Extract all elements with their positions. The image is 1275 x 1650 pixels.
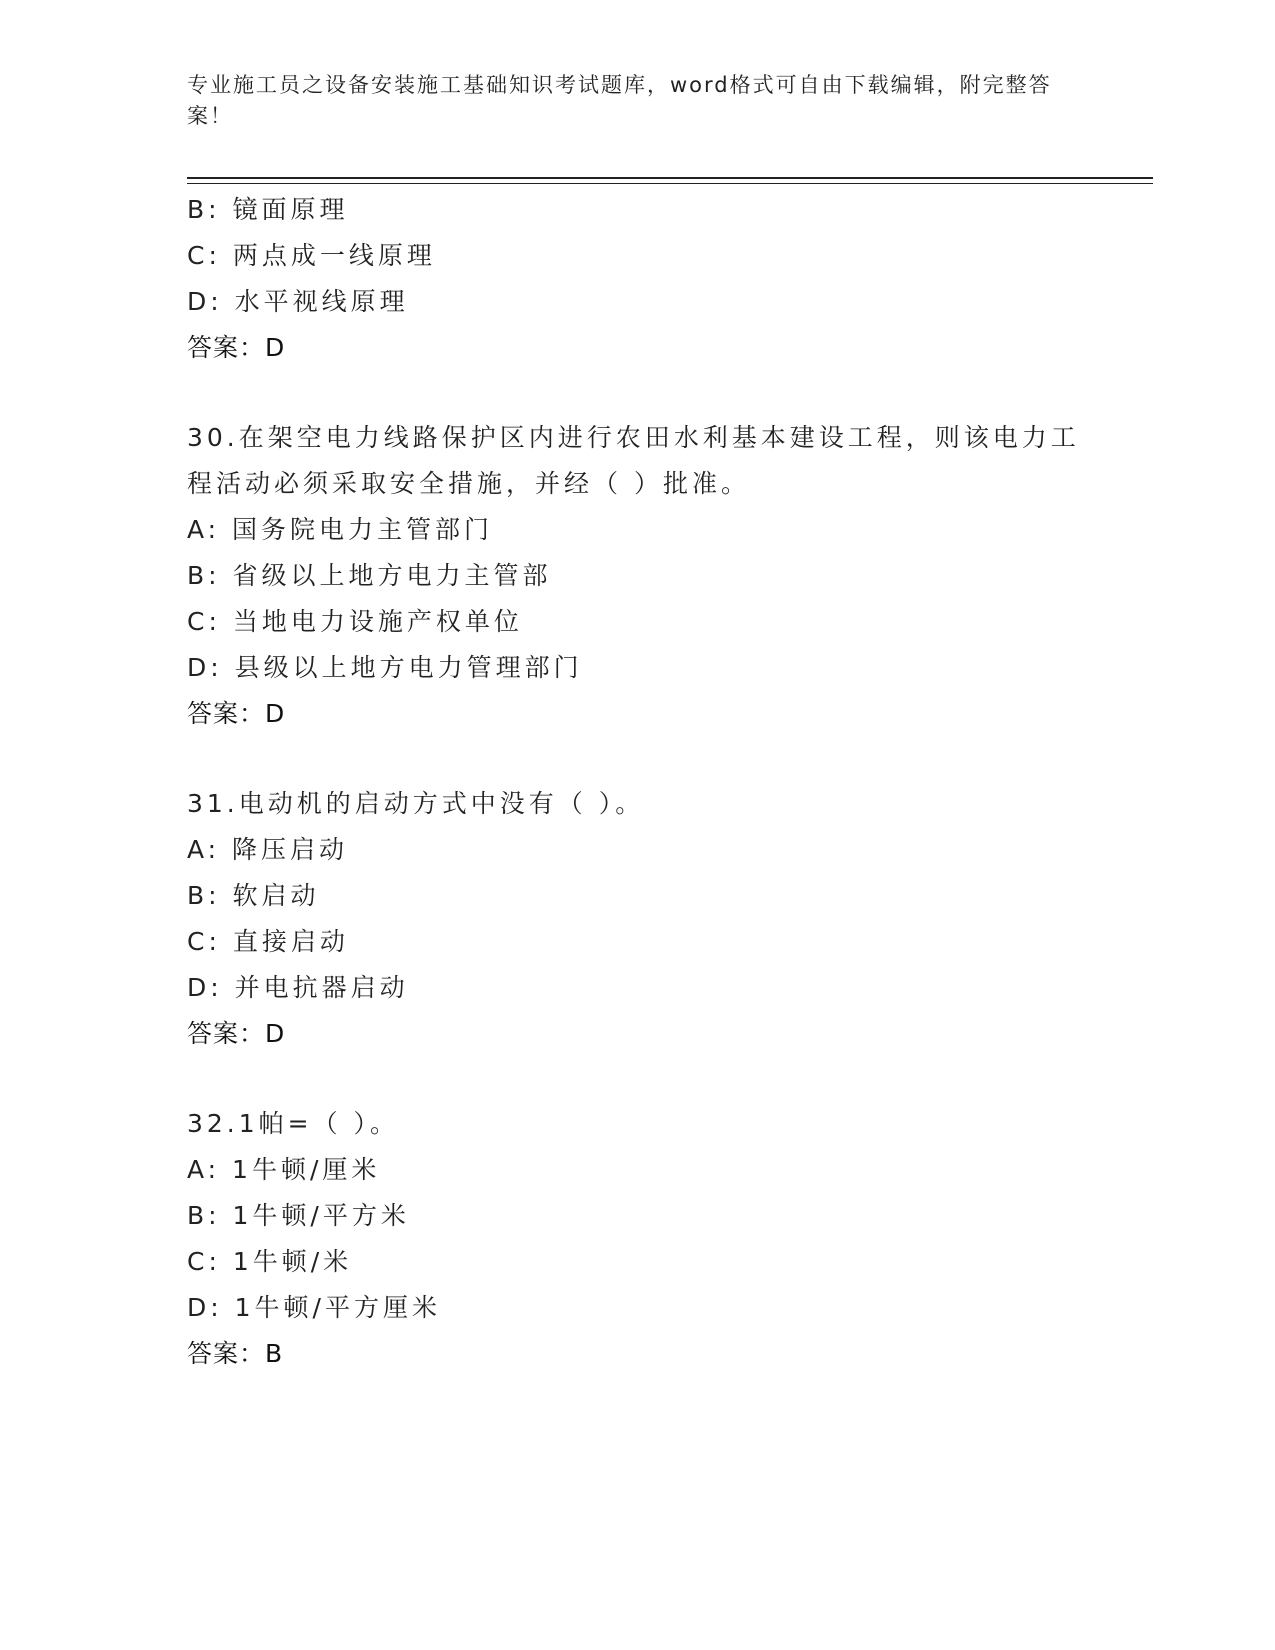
option-d [187,965,1087,1011]
option-text: 县级以上地方电力管理部门 [234,653,583,682]
question-29-continued [187,187,1087,371]
option-text: 当地电力设施产权单位 [232,607,523,636]
option-text: 降压启动 [232,835,349,864]
option-letter: D: [187,973,223,1002]
option-c [187,233,1087,279]
question-30 [187,415,1087,737]
spacer [187,371,1087,415]
option-letter: B: [187,1201,221,1230]
option-b [187,873,1087,919]
option-text: 1牛顿/厘米 [232,1155,381,1184]
option-letter: D: [187,287,223,316]
question-32 [187,1101,1087,1377]
question-stem: 31.电动机的启动方式中没有（ ）。 [187,789,645,818]
option-text: 并电抗器启动 [234,973,409,1002]
option-letter: B: [187,561,221,590]
option-letter: B: [187,881,221,910]
option-c [187,599,1087,645]
header-divider-thin [187,183,1153,184]
option-text: 镜面原理 [232,195,349,224]
spacer [187,1057,1087,1101]
option-d [187,1285,1087,1331]
question-list [187,187,1087,1377]
answer-line: 答案：B [187,1339,284,1368]
option-letter: C: [187,241,221,270]
option-text: 两点成一线原理 [232,241,436,270]
option-text: 水平视线原理 [234,287,409,316]
answer-line: 答案：D [187,1019,286,1048]
option-b [187,553,1087,599]
option-a [187,507,1087,553]
option-b [187,1193,1087,1239]
option-text: 国务院电力主管部门 [232,515,494,544]
answer-line: 答案：D [187,699,286,728]
option-letter: A: [187,515,221,544]
option-b [187,187,1087,233]
option-c [187,919,1087,965]
option-text: 1牛顿/平方厘米 [234,1293,441,1322]
option-text: 1牛顿/米 [232,1247,353,1276]
option-letter: C: [187,607,221,636]
option-letter: C: [187,1247,221,1276]
question-stem: 30.在架空电力线路保护区内进行农田水利基本建设工程，则该电力工 [187,423,1080,452]
question-stem: 程活动必须采取安全措施，并经（ ）批准。 [187,469,750,498]
option-d [187,645,1087,691]
option-text: 1牛顿/平方米 [232,1201,410,1230]
question-stem: 32.1帕=（ ）。 [187,1109,400,1138]
answer-line: 答案：D [187,333,286,362]
option-text: 软启动 [232,881,320,910]
option-d [187,279,1087,325]
option-a [187,1147,1087,1193]
option-letter: C: [187,927,221,956]
header-divider-thick [187,177,1153,179]
option-letter: D: [187,653,223,682]
option-letter: A: [187,1155,221,1184]
option-text: 直接启动 [232,927,349,956]
option-letter: B: [187,195,221,224]
option-letter: D: [187,1293,223,1322]
option-letter: A: [187,835,221,864]
document-header: 专业施工员之设备安装施工基础知识考试题库，word格式可自由下载编辑，附完整答案！ [187,73,1052,128]
option-text: 省级以上地方电力主管部 [232,561,552,590]
option-c [187,1239,1087,1285]
option-a [187,827,1087,873]
question-31 [187,781,1087,1057]
spacer [187,737,1087,781]
